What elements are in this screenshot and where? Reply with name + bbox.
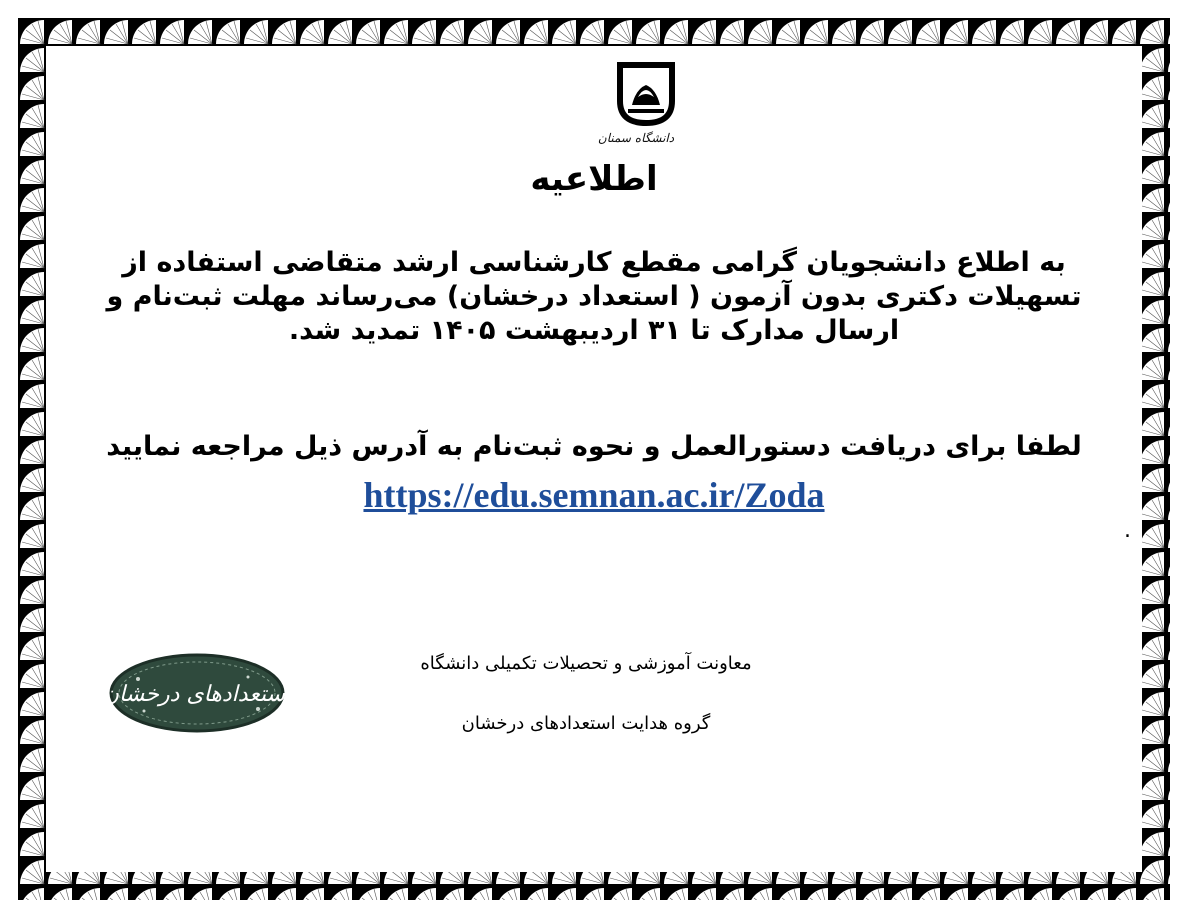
- registration-link[interactable]: https://edu.semnan.ac.ir/Zoda: [363, 475, 825, 515]
- announcement-page: [46, 46, 1142, 872]
- signature-line-department: معاونت آموزشی و تحصیلات تکمیلی دانشگاه: [420, 653, 752, 674]
- link-container: [46, 474, 1142, 516]
- logo-caption: دانشگاه سمنان: [597, 131, 675, 145]
- talented-students-badge-icon: [108, 651, 286, 735]
- semnan-university-logo-icon: [616, 61, 676, 127]
- announcement-text: [56, 246, 1132, 348]
- signature-line-group: گروه هدایت استعدادهای درخشان: [461, 713, 711, 734]
- announcement-line: تسهیلات دکتری بدون آزمون ( استعداد درخشان) می‌رساند مهلت ثبت‌نام و: [106, 281, 1082, 312]
- instruction-text: لطفا برای دریافت دستورالعمل و نحوه ثبت‌نام به آدرس ذیل مراجعه نمایید: [106, 431, 1082, 462]
- university-logo: [586, 61, 686, 161]
- announcement-line: به اطلاع دانشجویان گرامی مقطع کارشناسی ارشد متقاضی استفاده از: [122, 247, 1066, 278]
- badge-text: استعدادهای درخشان: [108, 682, 286, 707]
- trailing-dot: .: [1124, 518, 1131, 543]
- talented-students-badge: [108, 651, 286, 735]
- page-title: اطلاعیه: [530, 159, 658, 199]
- announcement-line: ارسال مدارک تا ۳۱ اردیبهشت ۱۴۰۵ تمدید شد.: [288, 315, 900, 346]
